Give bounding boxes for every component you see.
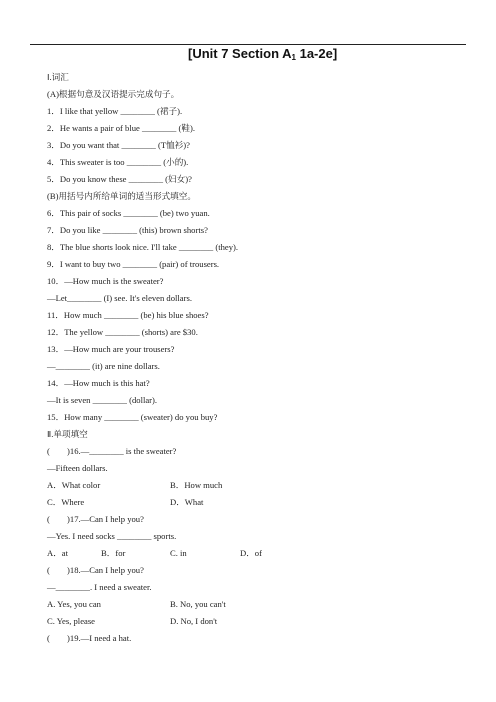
title-main: [Unit 7 Section A (188, 46, 292, 61)
line-q17: ( )17.—Can I help you? (47, 514, 144, 524)
page-title (188, 46, 337, 62)
option-q16A: A．What color (47, 480, 101, 490)
line-q9: 9．I want to buy two ________ (pair) of trousers. (47, 259, 220, 269)
line-q11: 11．How much ________ (be) his blue shoes? (47, 310, 209, 320)
option-q18A: A. Yes, you can (47, 599, 101, 609)
line-q7: 7．Do you like ________ (this) brown shorts? (47, 225, 208, 235)
option-q17B: B．for (101, 548, 126, 558)
option-q16B: B．How much (170, 480, 223, 490)
line-q10b: —Let________ (I) see. It's eleven dollars. (47, 293, 192, 303)
line-q12: 12．The yellow ________ (shorts) are $30. (47, 327, 198, 337)
line-q4: 4．This sweater is too ________ (小的). (47, 157, 189, 167)
line-q19: ( )19.—I need a hat. (47, 633, 132, 643)
option-q16D: D．What (170, 497, 204, 507)
line-sec2: Ⅱ.单项填空 (47, 429, 88, 439)
option-q18D: D. No, I don't (170, 616, 218, 626)
line-q10a: 10．—How much is the sweater? (47, 276, 164, 286)
line-q13b: —________ (it) are nine dollars. (47, 361, 160, 371)
line-q14a: 14．—How much is this hat? (47, 378, 150, 388)
line-q3: 3．Do you want that ________ (T恤衫)? (47, 140, 190, 150)
line-q14b: —It is seven ________ (dollar). (47, 395, 158, 405)
line-q2: 2．He wants a pair of blue ________ (鞋). (47, 123, 195, 133)
line-partA: (A)根据句意及汉语提示完成句子。 (47, 89, 180, 99)
line-q18b: —________. I need a sweater. (47, 582, 152, 592)
title-subscript: 1 (291, 53, 296, 62)
line-q8: 8．The blue shorts look nice. I'll take ________ (they). (47, 242, 239, 252)
line-q16b: —Fifteen dollars. (47, 463, 108, 473)
line-q13a: 13．—How much are your trousers? (47, 344, 175, 354)
line-q17b: —Yes. I need socks ________ sports. (47, 531, 177, 541)
option-q17C: C. in (170, 548, 187, 558)
line-q1: 1．I like that yellow ________ (裙子). (47, 106, 183, 116)
title-tail: 1a-2e] (295, 46, 338, 61)
line-q5: 5．Do you know these ________ (妇女)? (47, 174, 192, 184)
option-q18C: C. Yes, please (47, 616, 95, 626)
line-q18: ( )18.—Can I help you? (47, 565, 144, 575)
option-q17D: D．of (240, 548, 262, 558)
line-q15: 15．How many ________ (sweater) do you buy? (47, 412, 218, 422)
line-partB: (B)用括号内所给单词的适当形式填空。 (47, 191, 196, 201)
option-q17A: A．at (47, 548, 69, 558)
option-q16C: C．Where (47, 497, 85, 507)
line-sec1: Ⅰ.词汇 (47, 72, 69, 82)
line-q16: ( )16.—________ is the sweater? (47, 446, 177, 456)
header-rule (30, 44, 466, 45)
line-q6: 6．This pair of socks ________ (be) two yuan. (47, 208, 210, 218)
option-q18B: B. No, you can't (170, 599, 226, 609)
